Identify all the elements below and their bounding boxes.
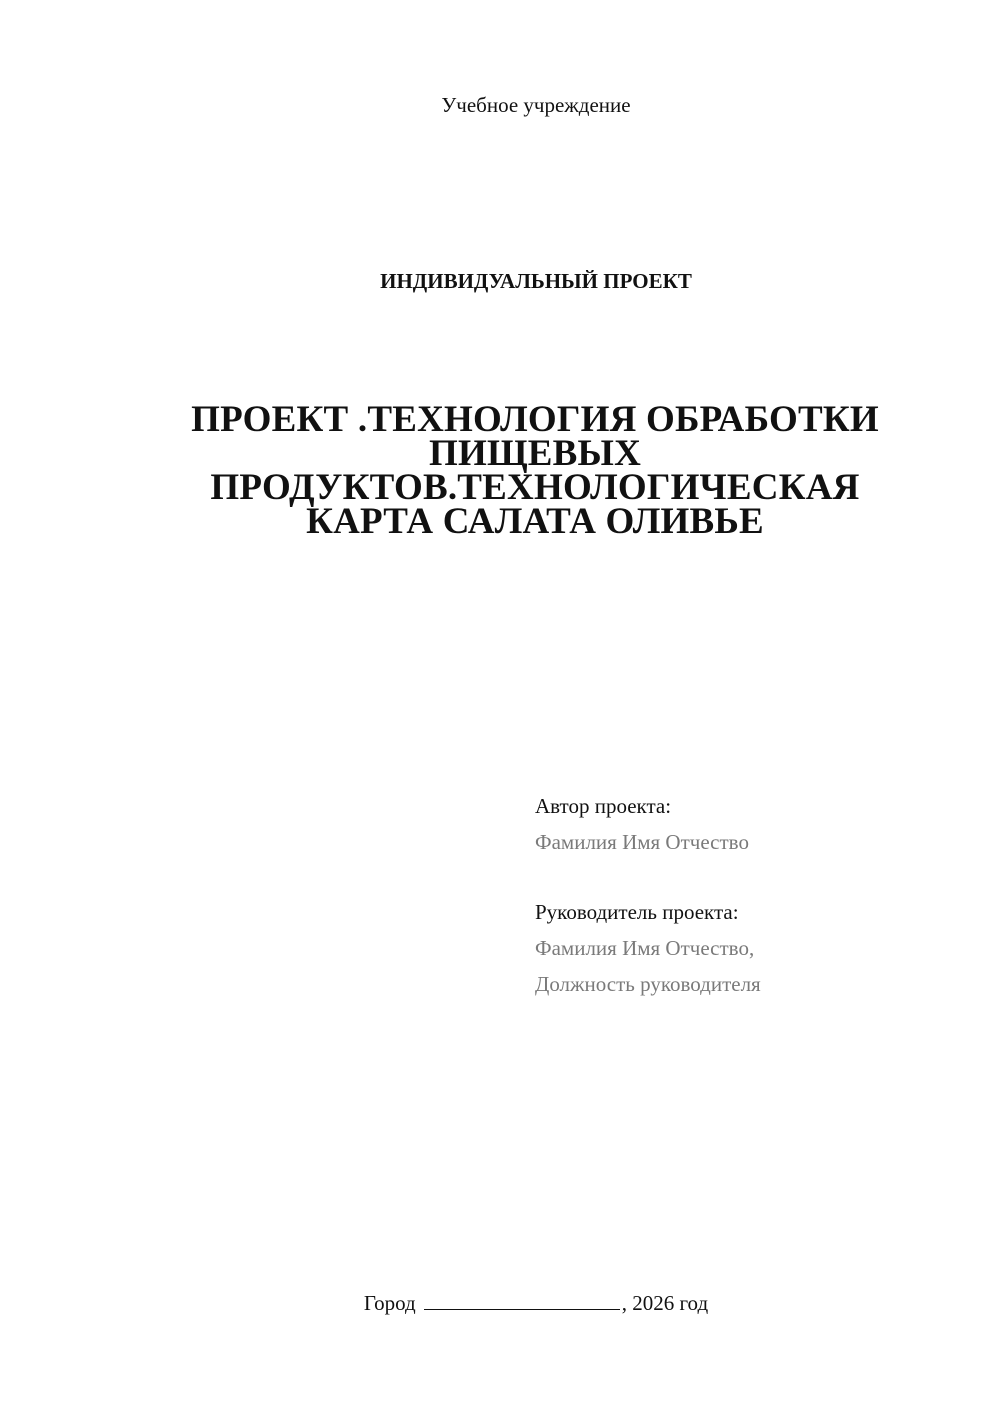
project-title-line: ПИЩЕВЫХ xyxy=(428,433,641,474)
author-label: Автор проекта: xyxy=(535,794,672,818)
author-block xyxy=(535,788,975,860)
project-title xyxy=(170,399,900,542)
project-title-line: ПРОДУКТОВ.ТЕХНОЛОГИЧЕСКАЯ xyxy=(210,467,860,508)
supervisor-block xyxy=(535,894,975,1002)
supervisor-name: Фамилия Имя Отчество, xyxy=(535,936,755,960)
supervisor-position: Должность руководителя xyxy=(535,972,761,996)
project-title-line: КАРТА САЛАТА ОЛИВЬЕ xyxy=(306,501,764,542)
city-label: Город xyxy=(363,1291,416,1315)
footer-city-year xyxy=(0,1288,1000,1318)
author-name: Фамилия Имя Отчество xyxy=(535,830,749,854)
year-text: , 2026 год xyxy=(621,1291,709,1315)
supervisor-label: Руководитель проекта: xyxy=(535,900,739,924)
city-blank-line xyxy=(424,1291,620,1310)
institution-name: Учебное учреждение xyxy=(441,93,631,117)
document-type: ИНДИВИДУАЛЬНЫЙ ПРОЕКТ xyxy=(380,269,692,293)
project-title-line: ПРОЕКТ .ТЕХНОЛОГИЯ ОБРАБОТКИ xyxy=(191,399,879,440)
